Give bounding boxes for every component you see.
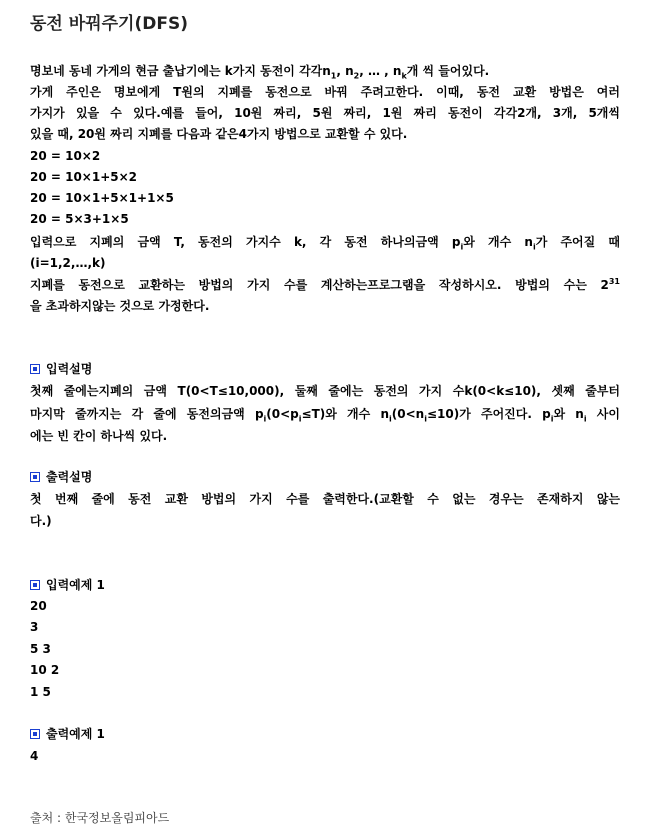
description-line-8: 을 초과하지않는 것으로 가정한다. <box>30 299 210 313</box>
input-example-line: 1 5 <box>30 685 51 699</box>
input-example-line: 10 2 <box>30 663 60 677</box>
example-equation-3: 20 = 10×1+5×1+1×5 <box>30 191 174 205</box>
description-line-3: 가지가 있을 수 있다.예를 들어, 10원 짜리, 5원 짜리, 1원 짜리 동전이 각각2개, 3개, 5개씩 <box>30 106 620 120</box>
square-bullet-icon <box>30 729 40 739</box>
output-line-1: 첫 번째 줄에 동전 교환 방법의 가지 수를 출력한다.(교환할 수 없는 경우는 존재하지 않는 <box>30 492 620 506</box>
input-example-heading: 입력예제 1 <box>30 576 620 594</box>
description-line-1: 명보네 동네 가게의 현금 출납기에는 k가지 동전이 각각$n_1$, $n_2$, … , $n_k$개 씩 들어있다. <box>30 64 490 81</box>
example-equation-1: 20 = 10×2 <box>30 149 101 163</box>
example-equation-4: 20 = 5×3+1×5 <box>30 212 129 226</box>
source-credit: 출처 : 한국정보올림피아드 <box>30 811 170 825</box>
input-section-heading: 입력설명 <box>30 360 620 378</box>
output-example-line: 4 <box>30 749 39 763</box>
page-title: 동전 바꿔주기(DFS) <box>30 14 188 34</box>
input-line-1: 첫째 줄에는지폐의 금액 T(0<T≤10,000), 둘째 줄에는 동전의 가지 수k(0<k≤10), 셋째 줄부터 <box>30 384 620 398</box>
example-equation-2: 20 = 10×1+5×2 <box>30 170 138 184</box>
input-example-line: 3 <box>30 620 39 634</box>
input-example-line: 5 3 <box>30 642 51 656</box>
description-line-6: (i=1,2,…,k) <box>30 256 106 270</box>
description-line-4: 있을 때, 20원 짜리 지폐를 다음과 같은4가지 방법으로 교환할 수 있다. <box>30 127 408 141</box>
square-bullet-icon <box>30 580 40 590</box>
square-bullet-icon <box>30 364 40 374</box>
input-line-3: 에는 빈 칸이 하나씩 있다. <box>30 429 168 443</box>
output-section-heading: 출력설명 <box>30 468 620 486</box>
square-bullet-icon <box>30 472 40 482</box>
description-line-5: 입력으로 지폐의 금액 T, 동전의 가지수 k, 각 동전 하나의금액 $p_i$와 개수 $n_i$가 주어질 때 <box>30 235 620 252</box>
output-line-2: 다.) <box>30 514 52 528</box>
input-line-2: 마지막 줄까지는 각 줄에 동전의금액 $p_i(0<p_i\le T)$와 개수 $n_i(0<n_i\le 10)$가 주어진다. $p_i$와 $n_i$ 사이 <box>30 407 620 424</box>
description-line-2: 가게 주인은 명보에게 T원의 지폐를 동전으로 바꿔 주려고한다. 이때, 동전 교환 방법은 여러 <box>30 85 620 99</box>
description-line-7: 지폐를 동전으로 교환하는 방법의 가지 수를 계산하는프로그램을 작성하시오. 방법의 수는 $2^{31}$ <box>30 277 620 292</box>
input-example-line: 20 <box>30 599 47 613</box>
output-example-heading: 출력예제 1 <box>30 725 620 743</box>
